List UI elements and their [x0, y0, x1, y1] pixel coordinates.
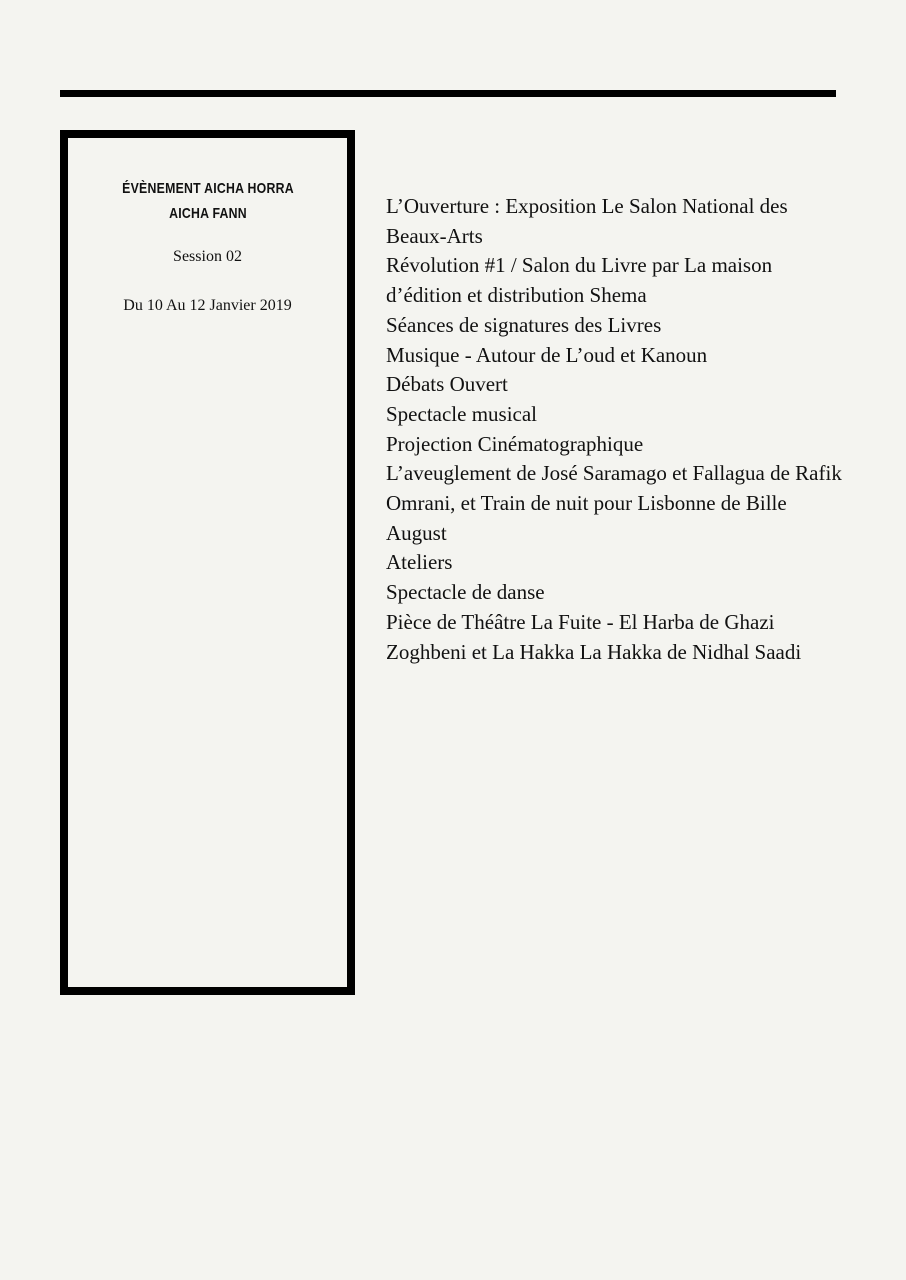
- event-session: Session 02: [173, 248, 242, 265]
- program-item: Pièce de Théâtre La Fuite - El Harba de Ghazi Zoghbeni et La Hakka La Hakka de Nidhal Saadi: [386, 609, 802, 664]
- program-item: Spectacle musical: [386, 401, 538, 426]
- program-item: Ateliers: [386, 550, 453, 575]
- top-divider-rule: [60, 90, 836, 97]
- program-item: L’Ouverture : Exposition Le Salon National des Beaux-Arts: [386, 194, 788, 248]
- event-title: ÉVÈNEMENT AICHA HORRA AICHA FANN: [122, 180, 294, 222]
- program-item: Projection Cinématographique: [386, 431, 644, 456]
- program-item: Révolution #1 / Salon du Livre par La maison d’édition et distribution Shema: [386, 253, 773, 308]
- event-dates: Du 10 Au 12 Janvier 2019: [123, 297, 292, 314]
- event-info-box: [60, 130, 355, 995]
- program-item: Séances de signatures des Livres: [386, 312, 662, 337]
- program-item: Débats Ouvert: [386, 372, 508, 397]
- program-item: Spectacle de danse: [386, 580, 545, 605]
- program-item: L’aveuglement de José Saramago et Fallagua de Rafik Omrani, et Train de nuit pour Lisbonne de Bille August: [386, 461, 842, 545]
- program-list: [386, 192, 846, 667]
- program-item: Musique - Autour de L’oud et Kanoun: [386, 342, 708, 367]
